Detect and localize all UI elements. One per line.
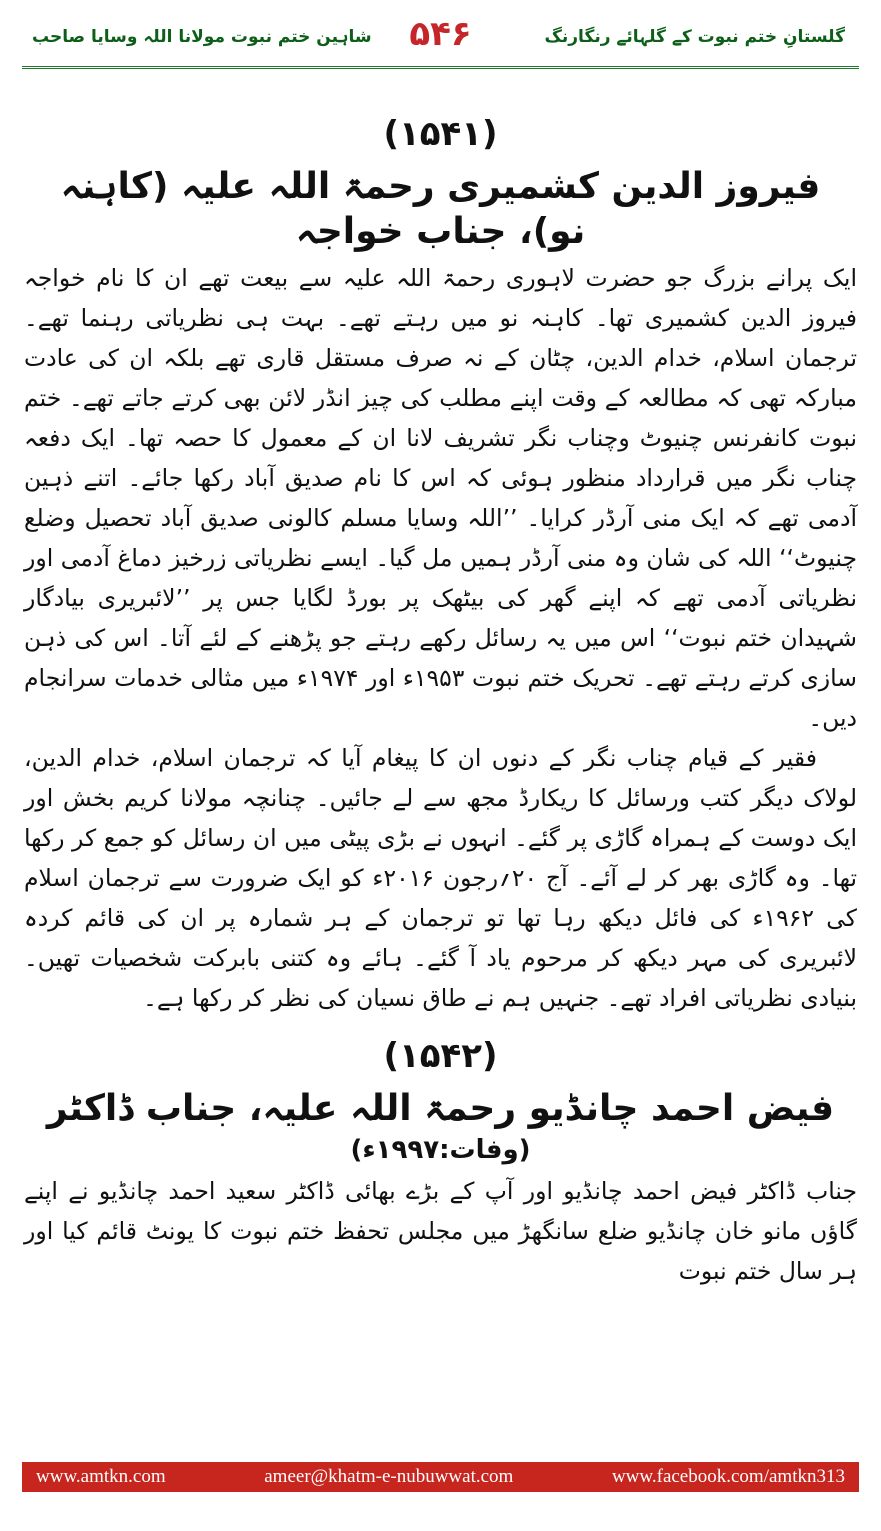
death-year: (وفات:۱۹۹۷ء): [350, 1135, 531, 1165]
page-content: [24, 96, 857, 1291]
page-number: ۵۴۶: [409, 14, 472, 54]
page-header: [22, 12, 859, 64]
facebook-link[interactable]: www.facebook.com/amtkn313: [611, 1466, 845, 1487]
paragraph: جناب ڈاکٹر فیض احمد چانڈیو اور آپ کے بڑے بھائی ڈاکٹر سعید احمد چانڈیو نے اپنے گاؤں مانو خان چانڈیو ضلع سانگھڑ میں مجلس تحفظ ختم نبوت کا یونٹ قائم کیا اور ہر سال ختم نبوت: [24, 1177, 857, 1285]
entry-title: فیض احمد چانڈیو رحمۃ اللہ علیہ، جناب ڈاکٹر: [46, 1088, 835, 1129]
entry-title: فیروز الدین کشمیری رحمۃ اللہ علیہ (کاہنہ نو)، جناب خواجہ: [60, 166, 821, 252]
book-title-header: گلستانِ ختم نبوت کے گلہائے رنگارنگ: [544, 27, 845, 47]
email-link[interactable]: ameer@khatm-e-nubuwwat.com: [264, 1466, 514, 1487]
header-divider: [22, 66, 859, 69]
website-link[interactable]: www.amtkn.com: [36, 1466, 166, 1487]
author-header: شاہین ختم نبوت مولانا اللہ وسایا صاحب: [32, 27, 372, 47]
entry-number: (۱۵۴۲): [383, 1036, 498, 1076]
paragraph: ایک پرانے بزرگ جو حضرت لاہوری رحمۃ اللہ علیہ سے بیعت تھے ان کا نام خواجہ فیروز الدین کشمیری تھا۔ کاہنہ نو میں رہتے تھے۔ بہت ہی نظریاتی رہنما تھے۔ ترجمان اسلام، خدام الدین، چٹان کے نہ صرف مستقل قاری تھے بلکہ ان کی عادت مبارکہ تھی کہ مطالعہ کے وقت اپنے مطلب کی چیز انڈر لائن بھی کرتے جاتے تھے۔ ختم نبوت کانفرنس چنیوٹ وچناب نگر تشریف لانا ان کے معمول کا حصہ تھا۔ ایک دفعہ چناب نگر میں قرارداد منظور ہوئی کہ اس کا نام صدیق آباد رکھا جائے۔ اتنے ذہین آدمی تھے کہ ایک منی آرڈر کرایا۔ ’’اللہ وسایا مسلم کالونی صدیق آباد تحصیل وضلع چنیوٹ‘‘ اللہ کی شان وہ منی آرڈر ہمیں مل گیا۔ ایسے نظریاتی زرخیز دماغ آدمی اور نظریاتی آدمی تھے کہ اپنے گھر کی بیٹھک پر بورڈ لگایا جس پر ’’لائبریری بیادگار شہیدان ختم نبوت‘‘ اس میں یہ رسائل رکھے رہتے جو پڑھنے کے لئے آتا۔ اس کی ذہن سازی کرتے رہتے تھے۔ تحریک ختم نبوت ۱۹۵۳ء اور ۱۹۷۴ء میں مثالی خدمات سرانجام دیں۔: [24, 264, 857, 732]
entry-number: (۱۵۴۱): [383, 114, 498, 154]
footer-bar: [22, 1462, 859, 1492]
paragraph: فقیر کے قیام چناب نگر کے دنوں ان کا پیغام آیا کہ ترجمان اسلام، خدام الدین، لولاک دیگر کتب ورسائل کا ریکارڈ مجھ سے لے جائیں۔ چنانچہ مولانا کریم بخش اور ایک دوست کے ہمراہ گاڑی پر گئے۔ انہوں نے بڑی پیٹی میں ان رسائل کو جمع کر رکھا تھا۔ وہ گاڑی بھر کر لے آئے۔ آج ۲۰؍رجون ۲۰۱۶ء کو ایک ضرورت سے ترجمان اسلام کی ۱۹۶۲ء کی فائل دیکھ رہا تھا تو ترجمان کے ہر شمارہ پر ان کی قائم کردہ لائبریری کی مہر دیکھ کر مرحوم یاد آ گئے۔ ہائے وہ کتنی بابرکت شخصیات تھیں۔ بنیادی نظریاتی افراد تھے۔ جنہیں ہم نے طاق نسیان کی نظر کر رکھا ہے۔: [24, 744, 857, 1012]
